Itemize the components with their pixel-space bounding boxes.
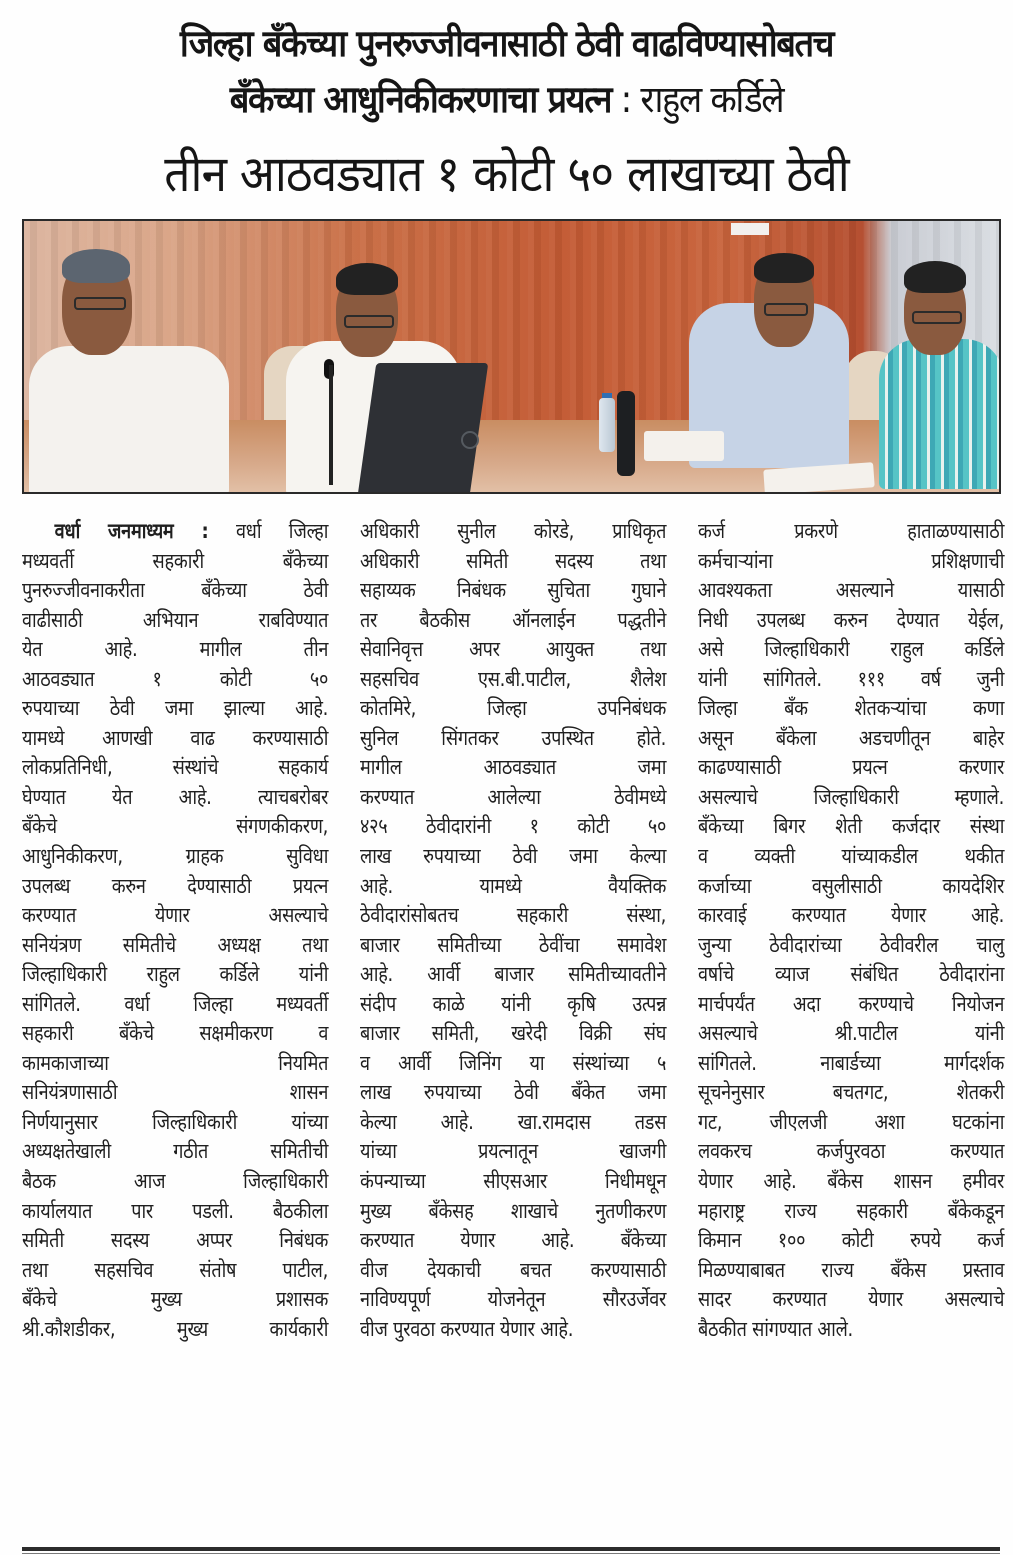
- article-line: कार्यालयात पार पडली. बैठकीला: [22, 1198, 329, 1223]
- article-line: यांनी सांगितले. १११ वर्ष जुनी: [698, 666, 1005, 691]
- article-line: ठेवीदारांसोबतच सहकारी संस्था,: [360, 903, 667, 928]
- article-line: संदीप काळे यांनी कृषि उत्पन्न: [360, 991, 667, 1016]
- article-line: वीज पुरवठा करण्यात येणार आहे.: [360, 1316, 574, 1341]
- article-line: व व्यक्ती यांच्याकडील थकीत: [698, 844, 1005, 869]
- article-line: मध्यवर्ती सहकारी बँकेच्या: [22, 548, 329, 573]
- article-line: यामध्ये आणखी वाढ करण्यासाठी: [22, 725, 329, 750]
- article-line: बँकेच्या बिगर शेती कर्जदार संस्था: [698, 814, 1005, 839]
- article-line: कर्ज प्रकरणे हाताळण्यासाठी: [698, 519, 1005, 543]
- papers: [644, 431, 724, 461]
- article-line: करण्यात आलेल्या ठेवीमध्ये: [360, 784, 667, 809]
- article-line: आठवड्यात १ कोटी ५०: [22, 666, 329, 691]
- article-line: पुनरुज्जीवनाकरीता बँकेच्या ठेवी: [22, 578, 329, 603]
- article-line: कामकाजाच्या नियमित: [22, 1050, 329, 1075]
- article-line: किमान १०० कोटी रुपये कर्ज: [698, 1228, 1005, 1253]
- article-line: तथा सहसचिव संतोष पाटील,: [22, 1257, 329, 1282]
- article-line: तर बैठकीस ऑनलाईन पद्धतीने: [360, 607, 667, 632]
- article-line: बँकेचे संगणकीकरण,: [22, 814, 329, 839]
- article-line: रुपयाच्या ठेवी जमा झाल्या आहे.: [22, 696, 329, 721]
- article-line: येणार आहे. बँकेस शासन हमीवर: [698, 1169, 1005, 1194]
- article-line: महाराष्ट्र राज्य सहकारी बँकेकडून: [698, 1198, 1005, 1223]
- article-line: कर्जाच्या वसुलीसाठी कायदेशिर: [698, 873, 1005, 898]
- meeting-photo: [22, 219, 1001, 494]
- article-line: लाख रुपयाच्या ठेवी बँकेत जमा: [360, 1080, 667, 1105]
- article-line: मार्चपर्यंत अदा करण्याचे नियोजन: [698, 991, 1005, 1016]
- article-line: समिती सदस्य अप्पर निबंधक: [22, 1228, 329, 1253]
- microphone-stand: [329, 365, 333, 485]
- article-line: वर्षाचे व्याज संबंधित ठेवीदारांना: [698, 962, 1005, 987]
- article-line: बाजार समिती, खरेदी विक्री संघ: [360, 1021, 667, 1046]
- article-line: अधिकारी सुनील कोरडे, प्राधिकृत: [360, 519, 667, 543]
- article-line: श्री.कौशडीकर, मुख्य कार्यकारी: [22, 1316, 329, 1341]
- article-line: वर्धा जनमाध्यम : वर्धा जिल्हा: [54, 519, 329, 543]
- article-line: सेवानिवृत्त अपर आयुक्त तथा: [360, 637, 667, 662]
- article-line: सनियंत्रण समितीचे अध्यक्ष तथा: [22, 932, 329, 957]
- headline-line-1: जिल्हा बँकेच्या पुनरुज्जीवनासाठी ठेवी वाढविण्यासोबतच: [179, 22, 834, 65]
- laptop-logo-icon: [461, 431, 479, 449]
- article-line: बैठकीत सांगण्यात आले.: [698, 1316, 854, 1341]
- article-line: उपलब्ध करुन देण्यासाठी प्रयत्न: [22, 873, 329, 898]
- article-line: असून बँकेला अडचणीतून बाहेर: [698, 725, 1005, 750]
- water-bottle: [599, 398, 615, 452]
- article-line: गट, जीएलजी अशा घटकांना: [698, 1109, 1005, 1134]
- article-line: सादर करण्यात येणार असल्याचे: [698, 1287, 1005, 1312]
- article-line: लोकप्रतिनिधी, संस्थांचे सहकार्य: [22, 755, 329, 780]
- article-line: निधी उपलब्ध करुन देण्यात येईल,: [698, 607, 1005, 632]
- article-line: अधिकारी समिती सदस्य तथा: [360, 548, 667, 573]
- bottom-rule-thin: [22, 1553, 1000, 1554]
- article-line: कोतमिरे, जिल्हा उपनिबंधक: [360, 696, 667, 721]
- article-line: आहे. आर्वी बाजार समितीच्यावतीने: [360, 962, 667, 987]
- article-line: सुनिल सिंगतकर उपस्थित होते.: [360, 725, 667, 750]
- article-line: जिल्हा बँक शेतकऱ्यांचा कणा: [698, 696, 1005, 721]
- article-line: कारवाई करण्यात येणार आहे.: [698, 903, 1005, 928]
- headline-line-2-main: बँकेच्या आधुनिकीकरणाचा प्रयत्न: [229, 78, 612, 121]
- article-line: मागील आठवड्यात जमा: [360, 755, 667, 780]
- article-line: करण्यात येणार आहे. बँकेच्या: [360, 1228, 667, 1253]
- article-line: बाजार समितीच्या ठेवींचा समावेश: [360, 932, 667, 957]
- article-line: सूचनेनुसार बचतगट, शेतकरी: [698, 1080, 1005, 1105]
- article-line: सहसचिव एस.बी.पाटील, शैलेश: [360, 666, 667, 691]
- article-line: सनियंत्रणासाठी शासन: [22, 1080, 329, 1105]
- article-line: सांगितले. नाबार्डच्या मार्गदर्शक: [698, 1050, 1005, 1075]
- article-line: कंपन्याच्या सीएसआर निधीमधून: [360, 1169, 667, 1194]
- article-line: लवकरच कर्जपुरवठा करण्यात: [698, 1139, 1005, 1164]
- headline-line-2: [35, 72, 977, 128]
- article-line: सहकारी बँकेचे सक्षमीकरण व: [22, 1021, 329, 1046]
- laptop: [358, 363, 489, 494]
- article-line: मुख्य बँकेसह शाखाचे नुतणीकरण: [360, 1198, 667, 1223]
- article-column-2: [360, 517, 666, 1344]
- subheadline: तीन आठवड्यात १ कोटी ५० लाखाच्या ठेवी: [164, 145, 849, 203]
- article-line: केल्या आहे. खा.रामदास तडस: [360, 1109, 667, 1134]
- article-line: आधुनिकीकरण, ग्राहक सुविधा: [22, 844, 329, 869]
- article-line: नाविण्यपूर्ण योजनेतून सौरउर्जेवर: [360, 1287, 667, 1312]
- article-line: ४२५ ठेवीदारांनी १ कोटी ५०: [360, 814, 667, 839]
- article-line: निर्णयानुसार जिल्हाधिकारी यांच्या: [22, 1109, 329, 1134]
- article-line: जिल्हाधिकारी राहुल कर्डिले यांनी: [22, 962, 329, 987]
- article-line: असल्याचे जिल्हाधिकारी म्हणाले.: [698, 784, 1005, 809]
- article-line: सांगितले. वर्धा जिल्हा मध्यवर्ती: [22, 991, 329, 1016]
- article-line: मिळण्याबाबत राज्य बँकेस प्रस्ताव: [698, 1257, 1005, 1282]
- dateline: वर्धा जनमाध्यम :: [54, 519, 209, 543]
- article-line: घेण्यात येत आहे. त्याचबरोबर: [22, 784, 329, 809]
- article-line: सहाय्यक निबंधक सुचिता गुघाने: [360, 578, 667, 603]
- desk-phone: [617, 391, 635, 476]
- article-line: व आर्वी जिनिंग या संस्थांच्या ५: [360, 1050, 667, 1075]
- article-line: बँकेचे मुख्य प्रशासक: [22, 1287, 329, 1312]
- article-line: करण्यात येणार असल्याचे: [22, 903, 329, 928]
- article-column-1: [22, 517, 328, 1344]
- headline-separator: :: [611, 78, 641, 121]
- article-line: आवश्यकता असल्याने यासाठी: [698, 578, 1005, 603]
- article-line: असे जिल्हाधिकारी राहुल कर्डिले: [698, 637, 1005, 662]
- article-line: वीज देयकाची बचत करण्यासाठी: [360, 1257, 667, 1282]
- headline-byline: राहुल कर्डिले: [640, 78, 784, 121]
- wall-vent: [731, 223, 769, 235]
- article-line: आहे. यामध्ये वैयक्तिक: [360, 873, 667, 898]
- bottom-rule: [22, 1547, 1000, 1551]
- article-line: लाख रुपयाच्या ठेवी जमा केल्या: [360, 844, 667, 869]
- article-line: वाढीसाठी अभियान राबविण्यात: [22, 607, 329, 632]
- article-line: यांच्या प्रयत्नातून खाजगी: [360, 1139, 667, 1164]
- article-line: बैठक आज जिल्हाधिकारी: [22, 1169, 329, 1194]
- article-line: येत आहे. मागील तीन: [22, 637, 329, 662]
- article-line: असल्याचे श्री.पाटील यांनी: [698, 1021, 1005, 1046]
- article-line: कर्मचाऱ्यांना प्रशिक्षणाची: [698, 548, 1005, 573]
- article-line: अध्यक्षतेखाली गठीत समितीची: [22, 1139, 329, 1164]
- article-line: जुन्या ठेवीदारांच्या ठेवीवरील चालु: [698, 932, 1005, 957]
- article-column-3: [698, 517, 1004, 1344]
- article-line: काढण्यासाठी प्रयत्न करणार: [698, 755, 1005, 780]
